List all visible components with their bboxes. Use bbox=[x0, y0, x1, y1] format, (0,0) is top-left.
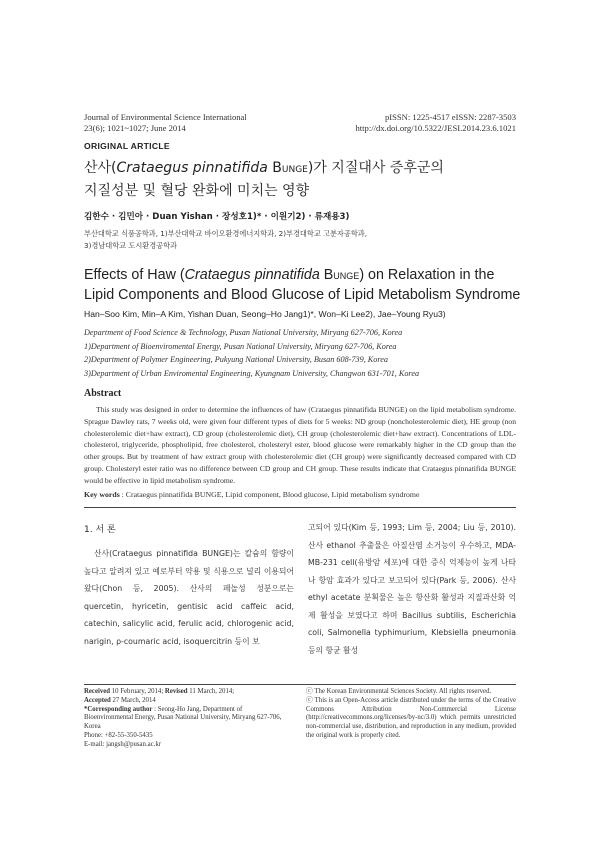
korean-affiliations: 부산대학교 식품공학과, 1)부산대학교 바이오환경에너지학과, 2)부경대학교 고분자공학과, 3)경남대학교 도시환경공학과 bbox=[84, 229, 367, 250]
journal-issn: pISSN: 1225-4517 eISSN: 2287-3503 bbox=[384, 112, 516, 122]
article-doi[interactable]: http://dx.doi.org/10.5322/JESI.2014.23.6.1021 bbox=[355, 123, 516, 133]
journal-volume: 23(6); 1021~1027; June 2014 bbox=[84, 123, 186, 133]
article-type: ORIGINAL ARTICLE bbox=[84, 141, 170, 151]
korean-authors: 김한수 · 김민아 · Duan Yishan · 장성호1)* · 이원기2) · 류재용3) bbox=[84, 212, 350, 222]
abstract-heading: Abstract bbox=[84, 388, 122, 399]
footnote-divider bbox=[84, 684, 516, 685]
footnote-received: Received 10 February, 2014; Revised 11 March, 2014; Accepted 27 March, 2014 *Corresponding author : Seong-Ho Jang, Department of Bioenvironmental Energy, Pusan National University, Miryang 627-706, Korea Phone: +82-55-350-5435 E-mail: jangsh@pusan.ac.kr bbox=[84, 688, 282, 748]
korean-title: 산사(Crataegus pinnatifida BUNGE)가 지질대사 증후군의 지질성분 및 혈당 완화에 미치는 영향 bbox=[84, 160, 444, 199]
body-column-right: 고되어 있다(Kim 등, 1993; Lim 등, 2004; Liu 등, 2010). 산사 ethanol 추출물은 아질산염 소거능이 우수하고, MDA- MB-231 cell(유방암 세포)에 대한 증식 억제능이 높게 나타나 항암 효과가 있다고 보고되어 있다(Park 등, 2006). 산사 ethyl acetate 분획물은 높은 항산화 활성과 지질과산화 억제 활성을 보였다고 하며 Bacillus subtilis, Escherichia coli, Salmonella typhimurium, Klebsiella pneumonia 등의 항균 활성 bbox=[308, 523, 516, 655]
footnote-license: ⓒ The Korean Environmental Sciences Society. All rights reserved. ⓒ This is an Open-Access article distributed under the terms of the Creative Commons Attribution Non-Commercial License (http://creativecommons.org/licenses/by-nc/3.0) which permits unrestricted non-commercial use, distribution, and reproduction in any medium, provided the original work is properly cited. bbox=[306, 688, 516, 739]
body-column-left: 산사(Crataegus pinnatifida BUNGE)는 칼슘의 함량이 높다고 알려져 있고 예로부터 약용 및 식용으로 널리 이용되어 왔다(Chon 등, 2005). 산사의 페놀성 성분으로는 quercetin, hyricetin, gentisic acid caffeic acid, catechin, salicylic acid, ferulic acid, chlorogenic acid, narigin, ρ-coumaric acid, isoquercitrin 등이 보 bbox=[84, 549, 294, 646]
keywords: Key words : Crataegus pinnatifida BUNGE, Lipid component, Blood glucose, Lipid metabolism syndrome bbox=[84, 490, 420, 499]
english-title: Effects of Haw (Crataegus pinnatifida BUNGE) on Relaxation in the Lipid Components and Blood Glucose of Lipid Metabolism Syndrome bbox=[84, 267, 521, 303]
section-heading: 1. 서 론 bbox=[84, 525, 116, 535]
english-authors: Han–Soo Kim, Min–A Kim, Yishan Duan, Seong–Ho Jang1)*, Won–Ki Lee2), Jae–Young Ryu3) bbox=[84, 309, 446, 319]
abstract-text: This study was designed in order to determine the influences of haw (Crataegus pinnatifida BUNGE) on the lipid metabolism syndrome. Sprague Dawley rats, 7 weeks old, were given four different types of diets for 5 weeks: ND group (noncholesterolemic diet), HE group (non cholesterolemic diet+haw extract), CD group (cholesterolemic diet), CH group (cholesterolemic diet+haw extract). Concentrations of LDL-cholesterol, triglyceride, phospholipid, free cholesterol, cholesteryl ester, blood glucose were remarkably higher in the CD group than the other groups. But by treatment of haw extract group with cholesterolemic diet (CH group) were significantly decreased compared with CD group. Cholesteryl ester ratio was no difference between CD group and CH group. These results indicate that Crataegus pinnatifida BUNGE would be effective in lipid metabolism syndrome. bbox=[84, 405, 516, 485]
journal-name: Journal of Environmental Science International bbox=[84, 112, 247, 122]
english-affiliations: Department of Food Science & Technology, Pusan National University, Miryang 627-706, Korea 1)Department of Bioenviromental Energy, Pusan National University, Miryang 627-706, Korea 2)Department of Polymer Engineering, Pukyung National University, Busan 608-739, Korea 3)Department of Urban Enviromental Engineering, Kyungnam University, Changwon 631-701, Korea bbox=[84, 328, 420, 378]
divider bbox=[84, 507, 516, 508]
